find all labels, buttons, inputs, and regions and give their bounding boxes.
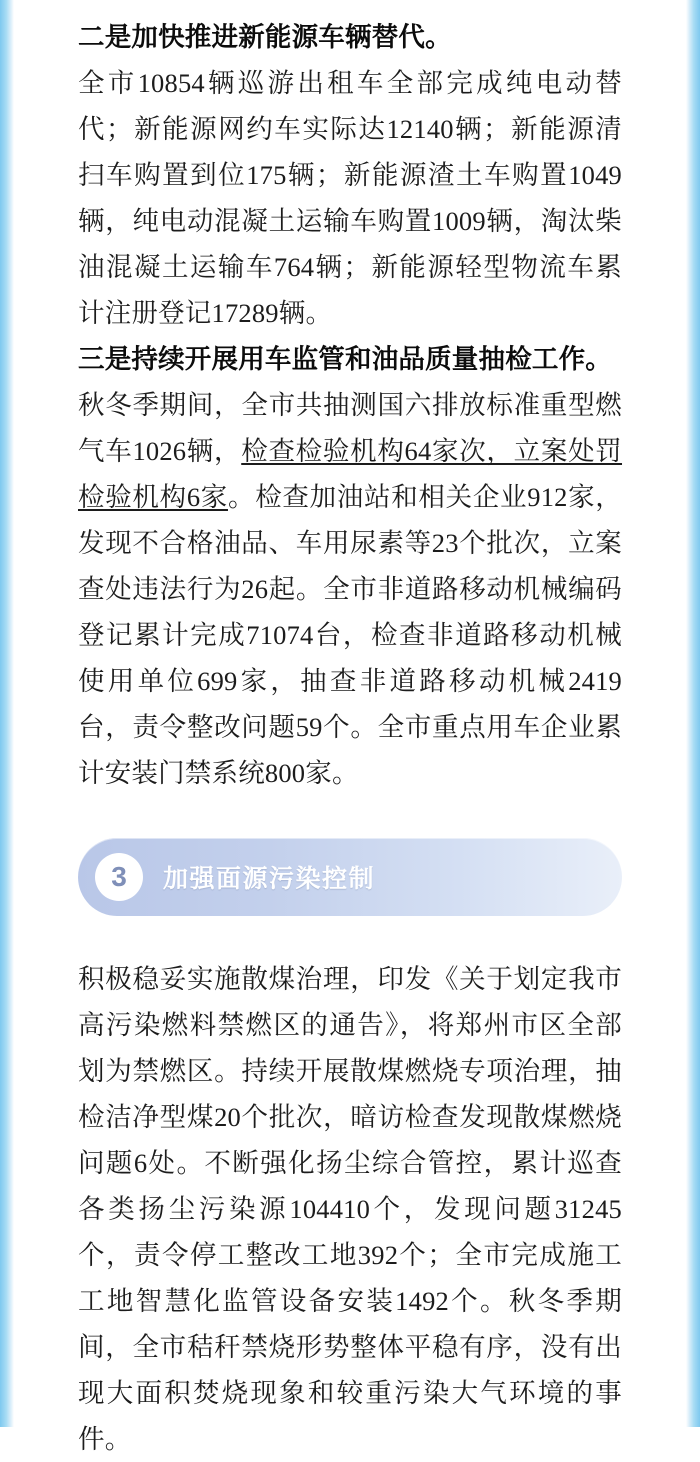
banner-spacer: [78, 924, 622, 956]
paragraph-section-three: 积极稳妥实施散煤治理，印发《关于划定我市高污染燃料禁燃区的通告》，将郑州市区全部划为禁燃区。持续开展散煤燃烧专项治理，抽检洁净型煤20个批次，暗访检查发现散煤燃烧问题6处。不断强化扬尘综合管控，累计巡查各类扬尘污染源104410个，发现问题31245个，责令停工整改工地392个；全市完成施工工地智慧化监管设备安装1492个。秋冬季期间，全市秸秆禁烧形势整体平稳有序，没有出现大面积焚烧现象和较重污染大气环境的事件。: [78, 964, 622, 1454]
section-number-badge: 3: [95, 853, 143, 901]
right-gradient-edge: [686, 0, 700, 1427]
heading-item-two: 二是加快推进新能源车辆替代。: [78, 22, 452, 52]
article-content: [78, 0, 622, 1462]
paragraph-item-two: 全市10854辆巡游出租车全部完成纯电动替代；新能源网约车实际达12140辆；新能源清扫车购置到位175辆；新能源渣土车购置1049辆，纯电动混凝土运输车购置1009辆，淘汰柴油混凝土运输车764辆；新能源轻型物流车累计注册登记17289辆。: [78, 68, 622, 328]
paragraph-item-three: [78, 382, 622, 796]
paragraph-three-part-b: 。检查加油站和相关企业912家，发现不合格油品、车用尿素等23个批次，立案查处违法行为26起。全市非道路移动机械编码登记累计完成71074台，检查非道路移动机械使用单位699家，抽查非道路移动机械2419台，责令整改问题59个。全市重点用车企业累计安装门禁系统800家。: [78, 482, 622, 788]
section-banner: [78, 838, 622, 916]
paragraph-three-part-a: 秋冬季期间，全市共抽测国六排放标准重型燃气车1026辆，: [78, 390, 622, 466]
heading-item-three: 三是持续开展用车监管和油品质量抽检工作。: [78, 344, 612, 374]
left-gradient-edge: [0, 0, 14, 1427]
paragraph-three-underlined: 检查检验机构64家次，立案处罚检验机构6家: [78, 436, 623, 512]
section-title: 加强面源污染控制: [163, 865, 376, 893]
